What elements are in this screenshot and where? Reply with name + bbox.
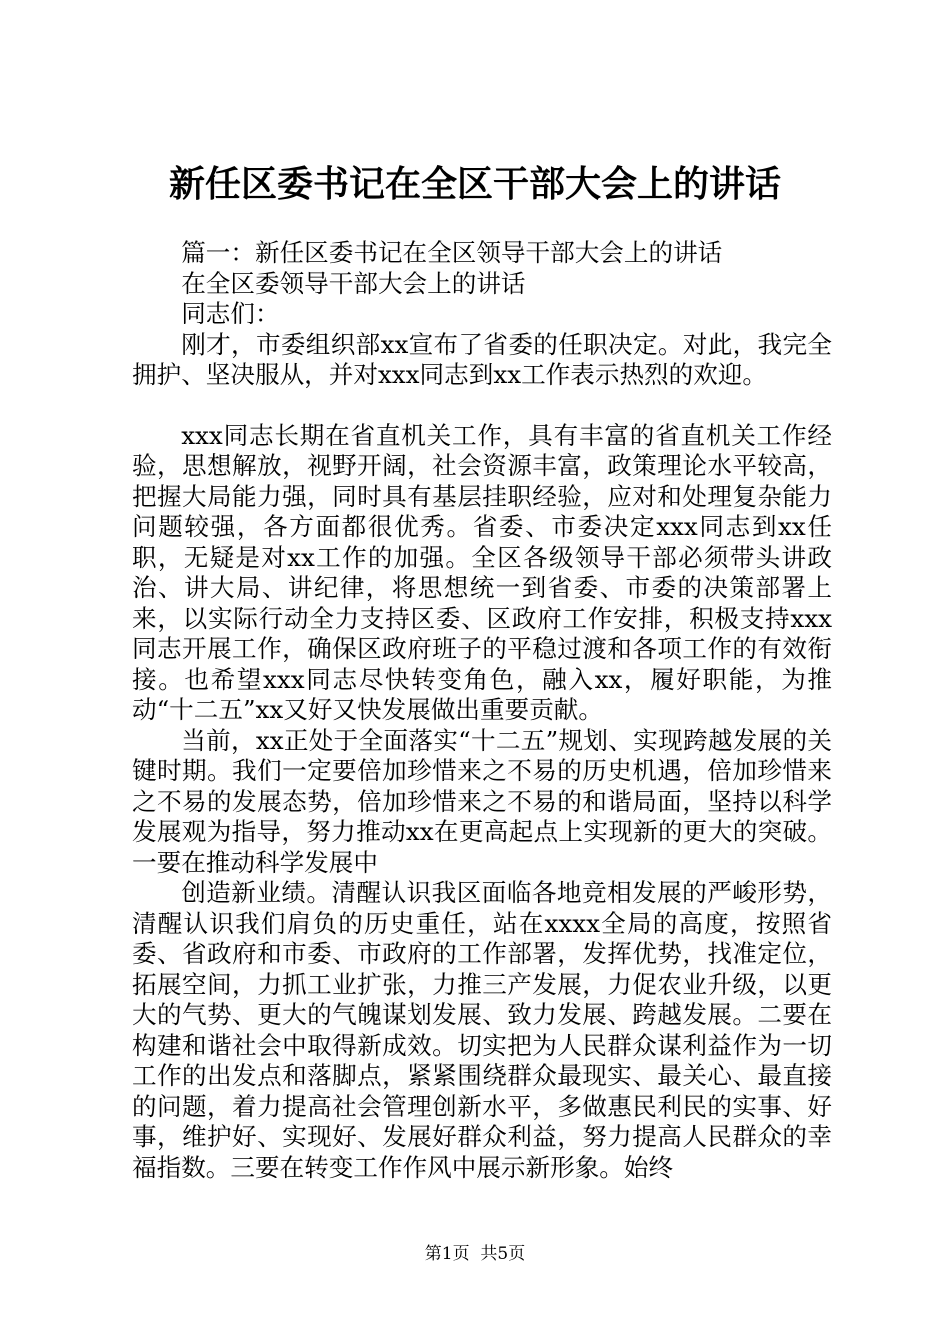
- speech-heading: 在全区委领导干部大会上的讲话: [181, 268, 526, 298]
- body-paragraph: 刚才，市委组织部xx宣布了省委的任职决定。对此，我完全拥护、坚决服从，并对xxx同志到xx工作表示热烈的欢迎。: [132, 329, 832, 389]
- page-footer: [0, 1243, 950, 1265]
- body-paragraph: 当前，xx正处于全面落实“十二五”规划、实现跨越发展的关键时期。我们一定要倍加珍惜来之不易的历史机遇，倍加珍惜来之不易的发展态势，倍加珍惜来之不易的和谐局面，坚持以科学发展观为指导，努力推动xx在更高起点上实现新的更大的突破。一要在推动科学发展中: [132, 725, 832, 877]
- document-body: [132, 238, 832, 1183]
- body-paragraph: xxx同志长期在省直机关工作，具有丰富的省直机关工作经验，思想解放，视野开阔，社会资源丰富，政策理论水平较高，把握大局能力强，同时具有基层挂职经验，应对和处理复杂能力问题较强，各方面都很优秀。省委、市委决定xxx同志到xx任职，无疑是对xx工作的加强。全区各级领导干部必须带头讲政治、讲大局、讲纪律，将思想统一到省委、市委的决策部署上来，以实际行动全力支持区委、区政府工作安排，积极支持xxx同志开展工作，确保区政府班子的平稳过渡和各项工作的有效衔接。也希望xxx同志尽快转变角色，融入xx，履好职能，为推动“十二五”xx又好又快发展做出重要贡献。: [132, 420, 832, 724]
- section-heading: 篇一：新任区委书记在全区领导干部大会上的讲话: [181, 238, 723, 267]
- page-number: 第1页 共5页: [424, 1244, 526, 1264]
- salutation: 同志们：: [181, 299, 280, 328]
- body-paragraph: 创造新业绩。清醒认识我区面临各地竞相发展的严峻形势，清醒认识我们肩负的历史重任，站在xxxx全局的高度，按照省委、省政府和市委、市政府的工作部署，发挥优势，找准定位，拓展空间，力抓工业扩张，力推三产发展，力促农业升级，以更大的气势、更大的气魄谋划发展、致力发展、跨越发展。二要在构建和谐社会中取得新成效。切实把为人民群众谋利益作为一切工作的出发点和落脚点，紧紧围绕群众最现实、最关心、最直接的问题，着力提高社会管理创新水平，多做惠民利民的实事、好事，维护好、实现好、发展好群众利益，努力提高人民群众的幸福指数。三要在转变工作作风中展示新形象。始终: [132, 878, 832, 1182]
- document-title: 新任区委书记在全区干部大会上的讲话: [168, 163, 781, 205]
